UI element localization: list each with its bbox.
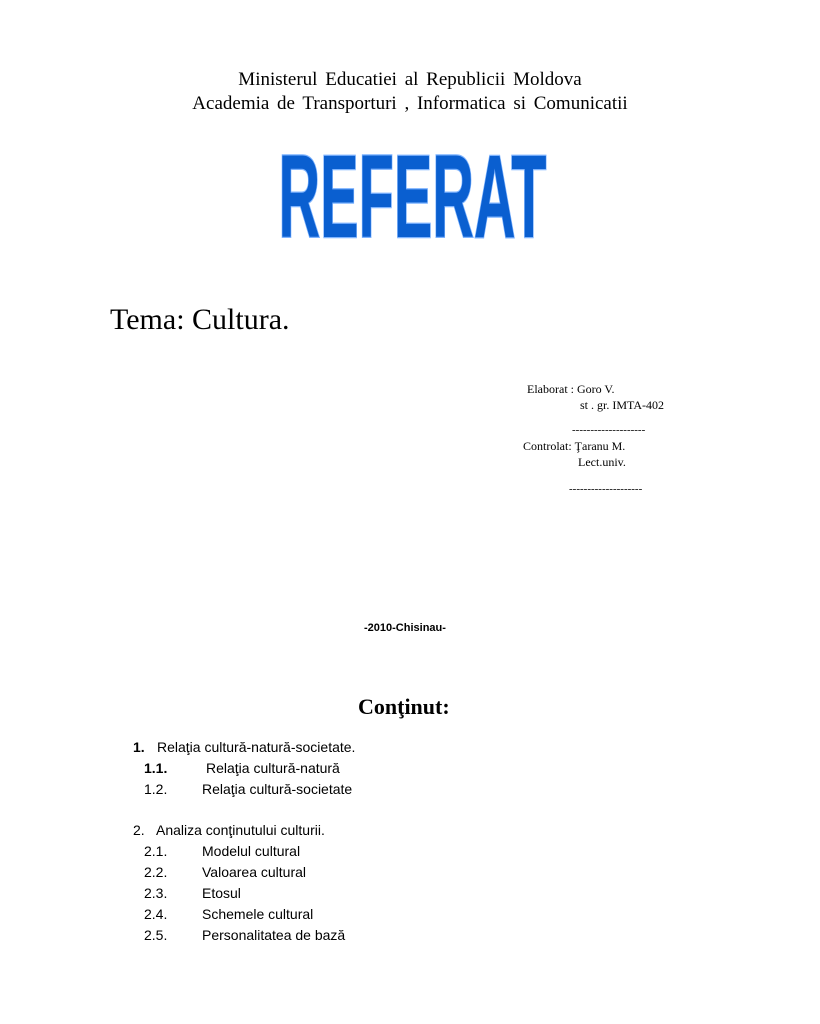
toc-item: Relaţia cultură-natură bbox=[206, 760, 340, 776]
toc-item: Relaţia cultură-natură-societate. bbox=[157, 739, 356, 755]
place-year: -2010-Chisinau- bbox=[364, 622, 446, 634]
referat-title: REFERAT bbox=[278, 131, 547, 263]
referat-banner bbox=[270, 131, 555, 263]
toc-item: Personalitatea de bază bbox=[202, 927, 346, 943]
toc-number: 1.1. bbox=[144, 760, 168, 776]
controller-title: Lect.univ. bbox=[578, 455, 626, 469]
toc-item: Schemele cultural bbox=[202, 906, 314, 922]
author-elaborat: Elaborat : Goro V. bbox=[527, 382, 615, 396]
toc-number: 2.1. bbox=[144, 843, 168, 859]
toc-number: 2.4. bbox=[144, 906, 168, 922]
toc-number: 2. bbox=[133, 822, 145, 838]
contents-heading: Conţinut: bbox=[358, 694, 450, 719]
toc-item: Analiza conţinutului culturii. bbox=[156, 822, 325, 838]
toc-item: Relaţia cultură-societate bbox=[202, 781, 353, 797]
toc-number: 2.2. bbox=[144, 864, 168, 880]
toc-item: Etosul bbox=[202, 885, 241, 901]
toc-item: Valoarea cultural bbox=[202, 864, 307, 880]
toc-number: 2.3. bbox=[144, 885, 168, 901]
controller-name: Controlat: Ţaranu M. bbox=[523, 439, 626, 453]
toc-item: Modelul cultural bbox=[202, 843, 301, 859]
toc-number: 1.2. bbox=[144, 781, 168, 797]
signature-line: -------------------- bbox=[569, 483, 643, 495]
topic-title: Tema: Cultura. bbox=[110, 303, 290, 336]
author-group: st . gr. IMTA-402 bbox=[580, 398, 665, 412]
academy-heading: Academia de Transporturi , Informatica si Comunicatii bbox=[192, 93, 628, 114]
toc-number: 2.5. bbox=[144, 927, 168, 943]
toc-number: 1. bbox=[133, 739, 145, 755]
signature-line: -------------------- bbox=[572, 424, 646, 436]
ministry-heading: Ministerul Educatiei al Republicii Moldova bbox=[238, 69, 582, 90]
